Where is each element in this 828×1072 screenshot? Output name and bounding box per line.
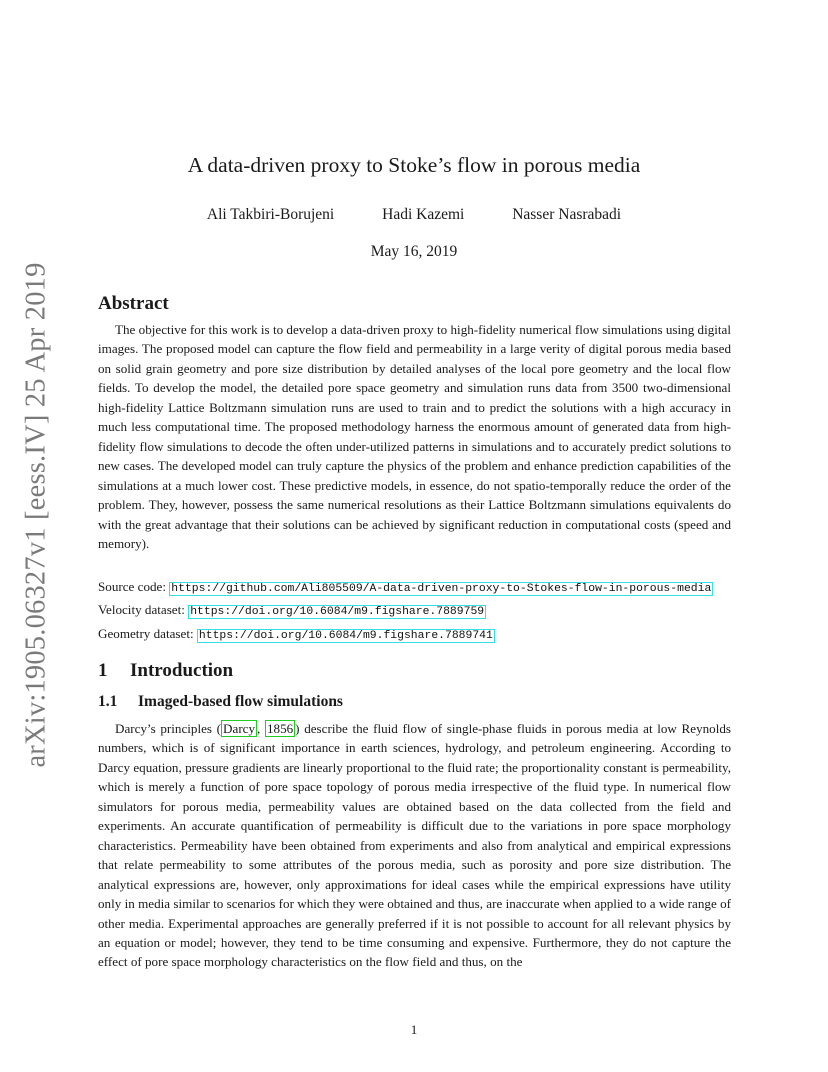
subsection-number: 1.1 (98, 693, 118, 710)
velocity-dataset-label: Velocity dataset: (98, 602, 185, 617)
subsection-title: Imaged-based flow simulations (138, 693, 343, 710)
paper-title: A data-driven proxy to Stoke’s flow in porous media (187, 153, 641, 177)
geometry-dataset-link[interactable]: https://doi.org/10.6084/m9.figshare.7889741 (198, 630, 493, 642)
source-code-label: Source code: (98, 579, 166, 594)
author-name: Hadi Kazemi (382, 206, 465, 223)
abstract-heading: Abstract (98, 293, 169, 314)
author-name: Nasser Nasrabadi (512, 206, 622, 223)
abstract-text: The objective for this work is to develop a data-driven proxy to high-fidelity numerical flow simulations using digital images. The proposed model can capture the flow field and permeability in a large verity of digital porous media based on solid grain geometry and pore size distribution by detailed analyses of the local pore geometry and the local flow fields. To develop the model, the detailed pore space geometry and simulation runs data from 3500 two-dimensional high-fidelity Lattice Boltzmann simulation runs are used to train and to predict the solutions with a high accuracy in much less computational time. The proposed methodology harness the enormous amount of generated data from high-fidelity flow simulations to decode the often under-utilized patterns in simulations and to accurately predict solutions to new cases. The developed model can truly capture the physics of the problem and enhance prediction capabilities of the simulations at a much lower cost. These predictive models, in essence, do not spatio-temporally reduce the order of the problem. They, however, possess the same numerical resolutions as their Lattice Boltzmann simulations equivalents do with the great advantage that their solutions can be achieved by significant reduction in computational costs (speed and memory). (98, 322, 731, 551)
geometry-dataset-line (98, 624, 731, 646)
arxiv-side-stamp (12, 262, 62, 768)
citation-author-link[interactable]: Darcy (223, 721, 256, 736)
section-number: 1 (98, 660, 108, 681)
publication-date: May 16, 2019 (370, 243, 458, 260)
citation-year-link[interactable]: 1856 (266, 721, 294, 736)
intro-paragraph (98, 719, 731, 972)
page-number: 1 (410, 1022, 418, 1037)
author-list (0, 206, 828, 224)
intro-body: ) describe the fluid flow of single-phase fluids in porous media at low Reynolds numbers, which is of significant importance in earth sciences, hydrology, and petroleum engineering. According to Darcy equation, pressure gradients are linearly proportional to the fluid rate; the proportionality constant is permeability, which is merely a function of pore space topology of porous media irrespective of the fluid type. In numerical flow simulators for porous media, permeability values are obtained based on the data collected from the field and experiments. An accurate quantification of permeability is difficult due to the variations in pore space morphology characteristics. Permeability have been obtained from experiments and also from analytical and empirical expressions that relate permeability to some attributes of the porous media, such as porosity and pore size distribution. The analytical expressions are, however, only approximations for ideal cases while the empirical expressions have utility only in media similar to scenarios for which they were obtained and thus, are inaccurate when applied to a wide range of other media. Experimental approaches are generally preferred if it is not possible to account for all relevant physics by an equation or model; however, they tend to be time consuming and expensive. Furthermore, they do not capture the effect of pore space morphology characteristics on the flow field and thus, on the (98, 721, 732, 970)
section-title: Introduction (130, 660, 234, 681)
citation-separator: , (257, 721, 265, 736)
source-code-link[interactable]: https://github.com/Ali805509/A-data-driven-proxy-to-Stokes-flow-in-porous-media (171, 583, 712, 595)
intro-lead: Darcy’s principles ( (115, 721, 222, 736)
velocity-dataset-link[interactable]: https://doi.org/10.6084/m9.figshare.7889759 (190, 606, 485, 618)
subsection-heading (98, 693, 731, 711)
section-heading (98, 660, 731, 682)
author-name: Ali Takbiri-Borujeni (206, 206, 335, 223)
velocity-dataset-line (98, 600, 731, 622)
arxiv-identifier: arXiv:1905.06327v1 [eess.IV] 25 Apr 2019 (21, 262, 53, 768)
source-code-line (98, 577, 731, 599)
geometry-dataset-label: Geometry dataset: (98, 626, 194, 641)
